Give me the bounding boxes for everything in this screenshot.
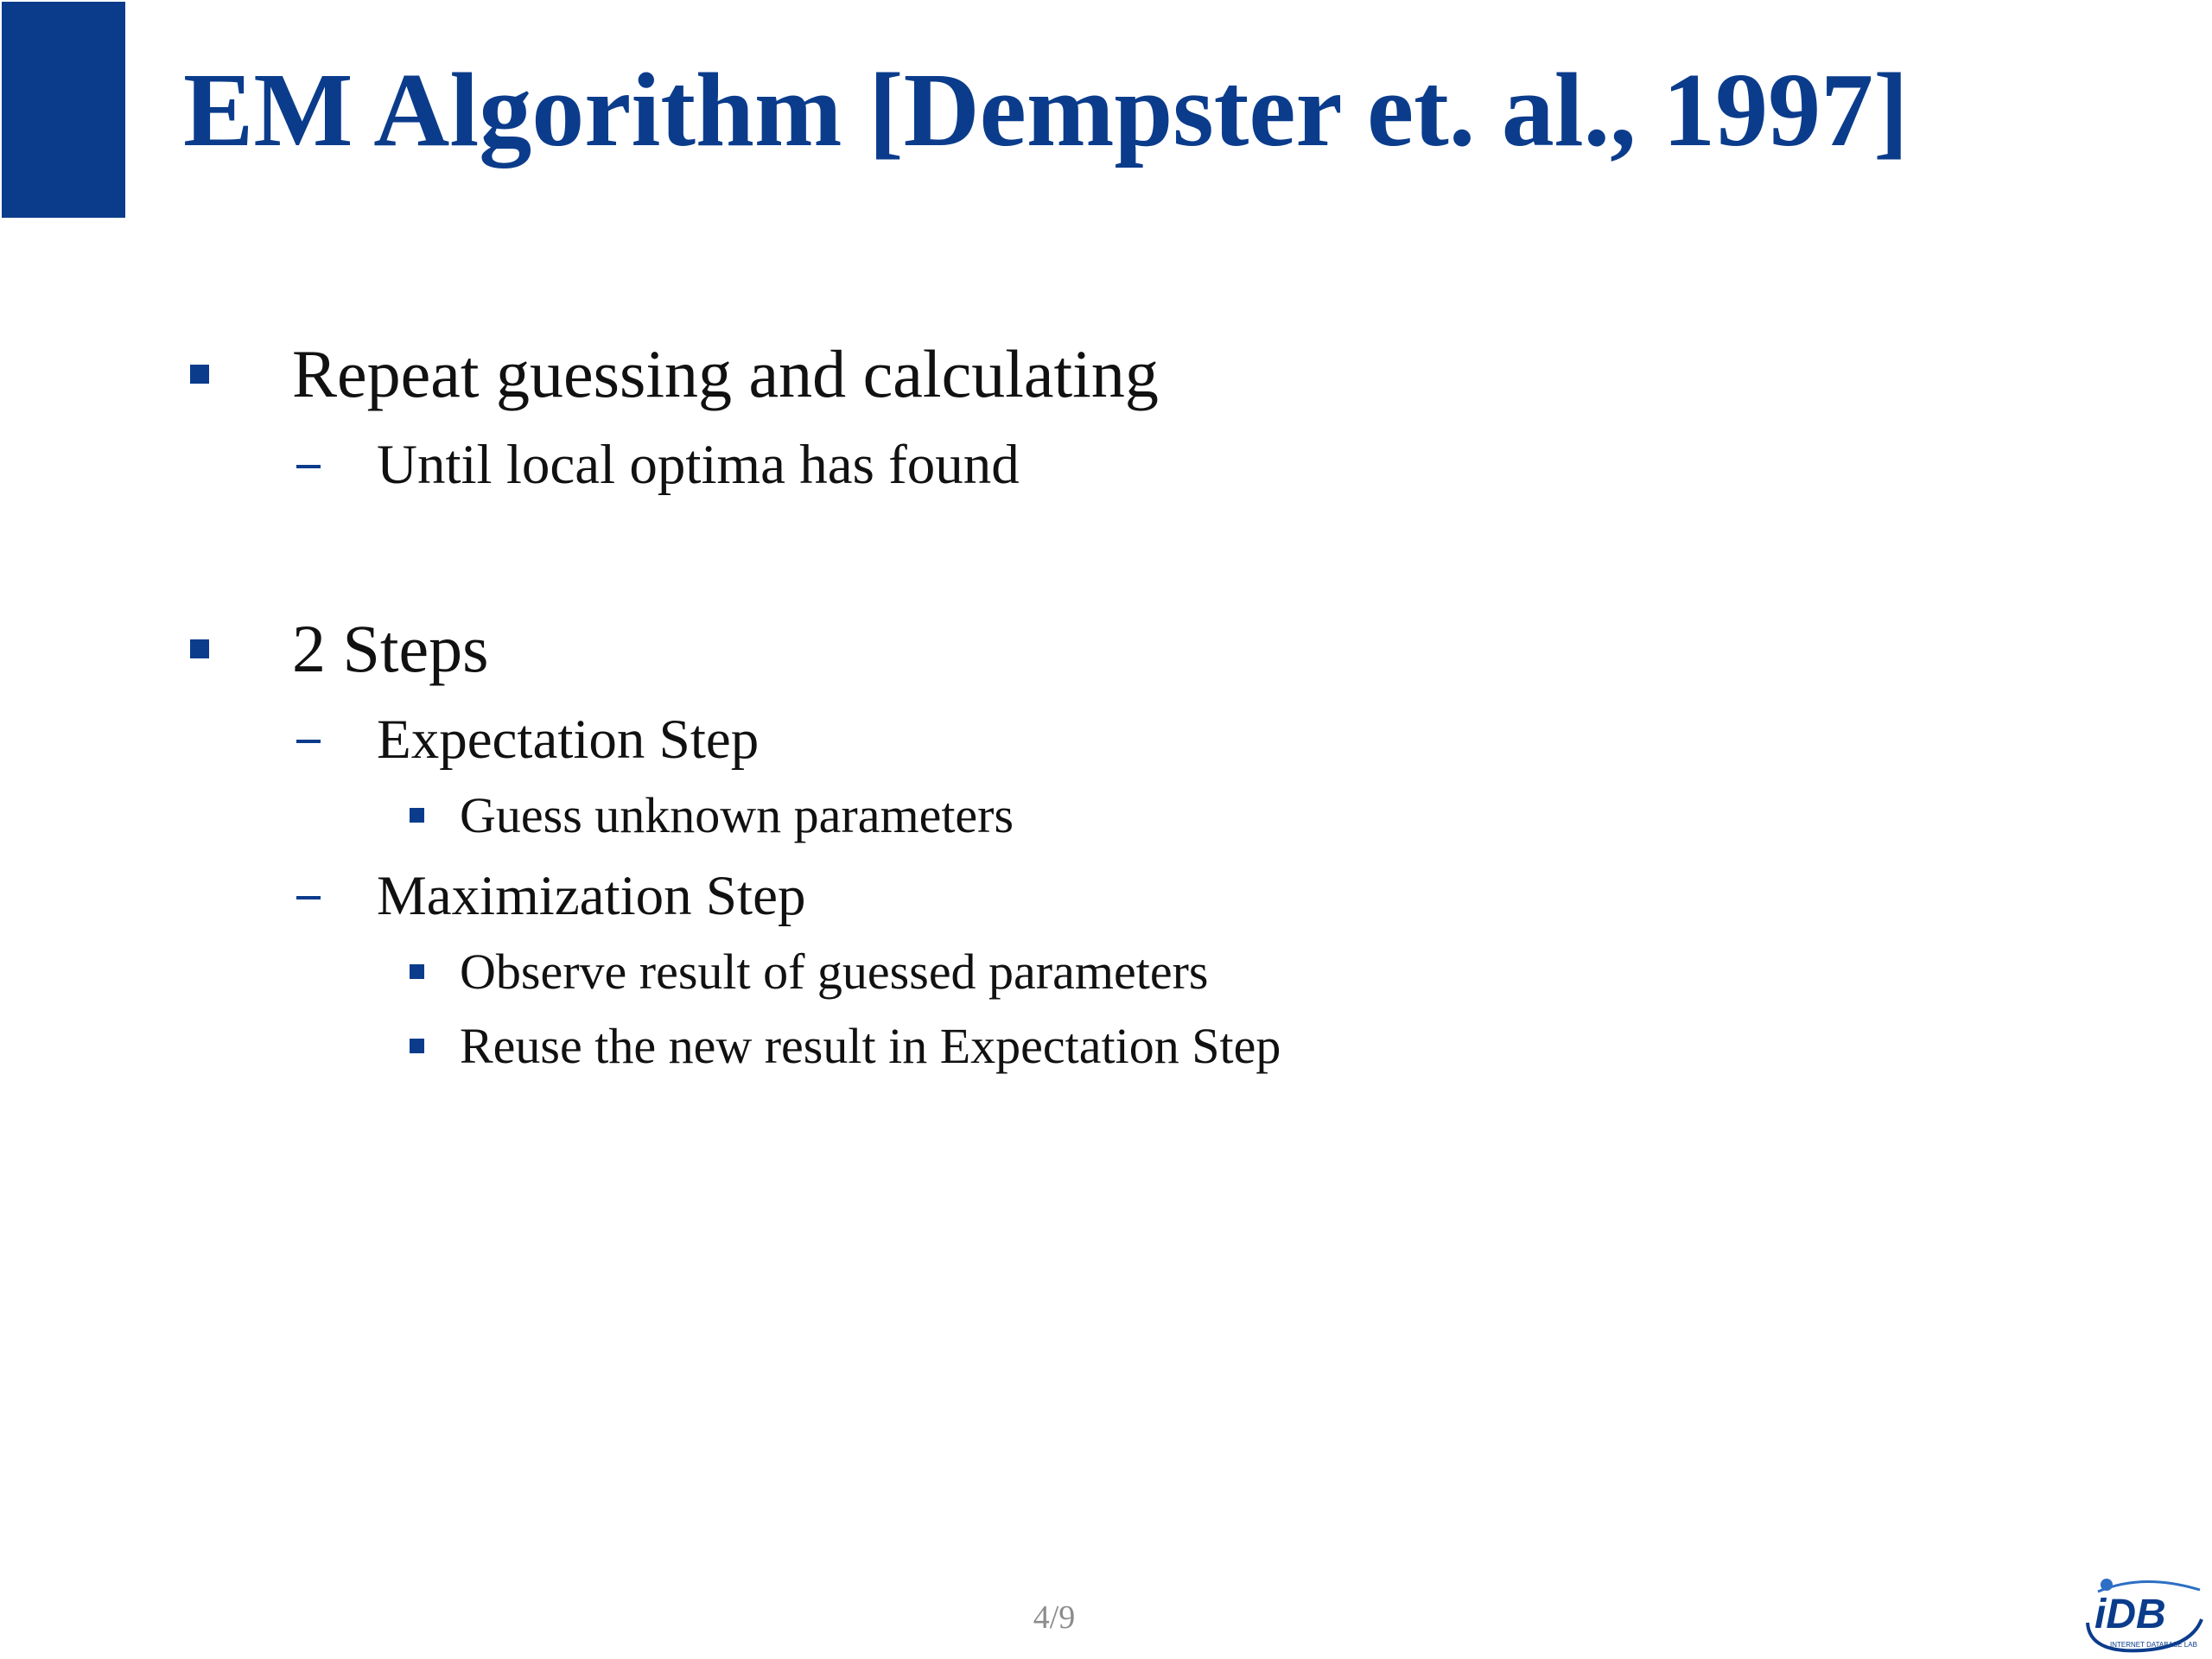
logo-subtext: INTERNET DATABASE LAB bbox=[2110, 1641, 2197, 1649]
dash-marker bbox=[296, 896, 321, 899]
sub-sub-bullet-guess-unknown: Guess unknown parameters bbox=[460, 787, 1014, 843]
title-accent-bar bbox=[2, 2, 125, 218]
sub-sub-bullet-observe-result: Observe result of guessed parameters bbox=[460, 944, 1209, 1000]
idb-logo bbox=[2081, 1564, 2207, 1657]
bullet-marker-square-small bbox=[410, 808, 424, 823]
logo-dot bbox=[2101, 1579, 2113, 1591]
page-number: 4/9 bbox=[1033, 1599, 1076, 1636]
bullet-marker-square bbox=[190, 365, 209, 384]
bullet-level1-repeat: Repeat guessing and calculating bbox=[292, 336, 1159, 411]
slide-title: EM Algorithm [Dempster et. al., 1997] bbox=[183, 52, 1909, 168]
bullet-marker-square bbox=[190, 639, 209, 658]
bullet-marker-square-small bbox=[410, 964, 424, 979]
bullet-level1-two-steps: 2 Steps bbox=[292, 611, 489, 686]
sub-bullet-until-local-optima: Until local optima has found bbox=[377, 434, 1020, 496]
dash-marker bbox=[296, 465, 321, 468]
sub-sub-bullet-reuse-result: Reuse the new result in Expectation Step bbox=[460, 1018, 1281, 1074]
sub-bullet-maximization-step: Maximization Step bbox=[377, 865, 806, 927]
sub-bullet-expectation-step: Expectation Step bbox=[377, 709, 760, 771]
dash-marker bbox=[296, 740, 321, 743]
bullet-marker-square-small bbox=[410, 1039, 424, 1053]
logo-arc bbox=[2098, 1581, 2200, 1592]
logo-wordmark: iDB bbox=[2094, 1592, 2166, 1637]
